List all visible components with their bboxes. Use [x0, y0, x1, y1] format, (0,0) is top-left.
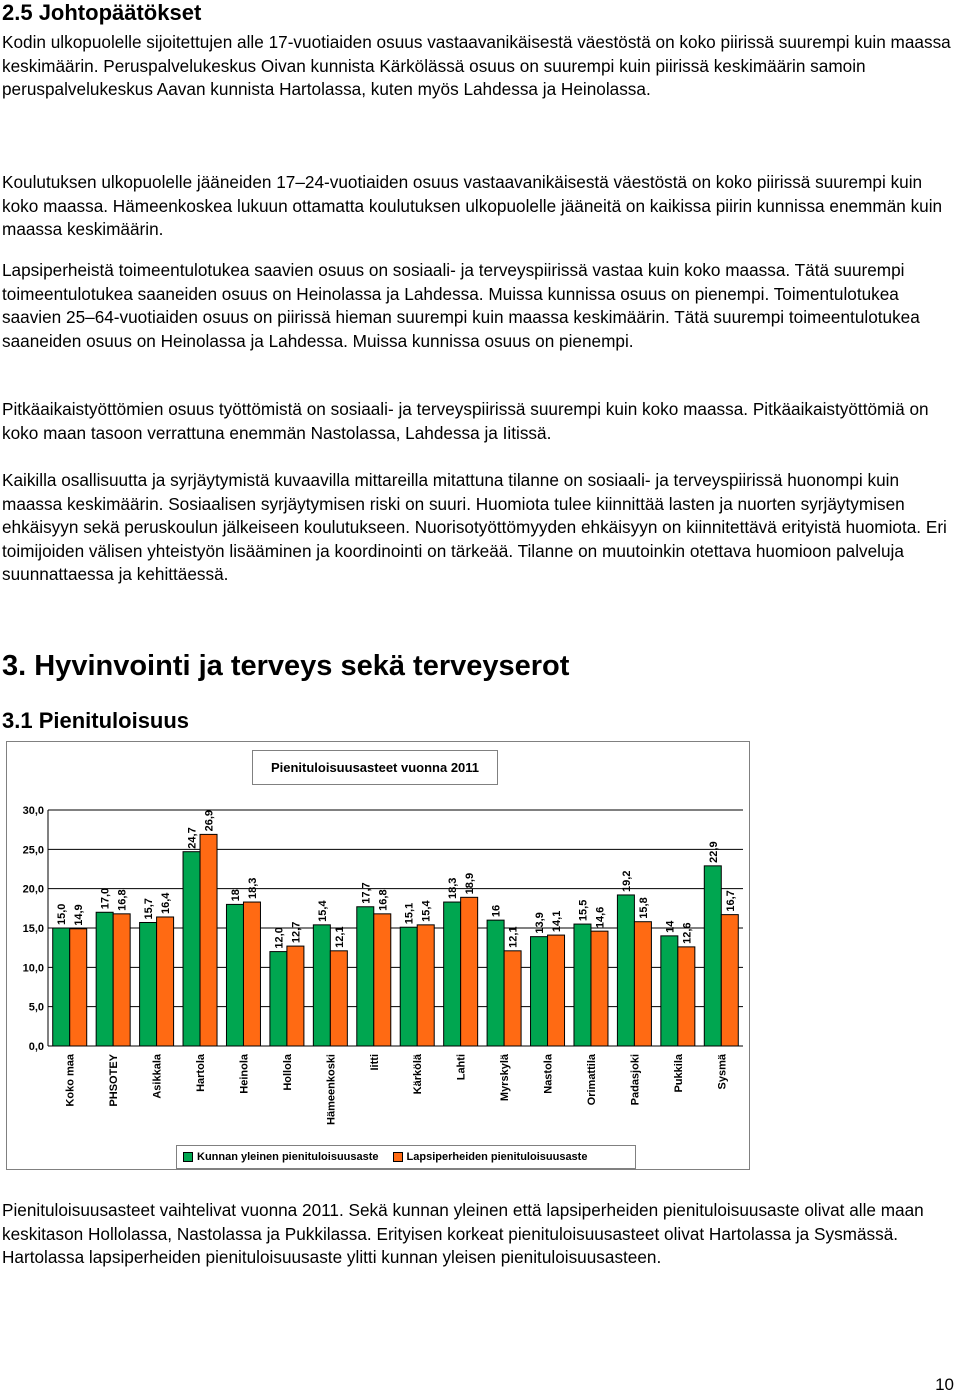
bar-general: [617, 895, 634, 1046]
category-label: Hämeenkoski: [325, 1054, 338, 1125]
category-label: Pukkila: [672, 1054, 685, 1093]
data-label: 15,4: [316, 900, 329, 922]
legend-label-families: Lapsiperheiden pienituloisuusaste: [406, 1151, 588, 1163]
bar-general: [704, 866, 721, 1046]
paragraph-exclusion: Kaikilla osallisuutta ja syrjäytymistä kuvaavilla mittareilla mitattuna tilanne on sosiaali- ja terveyspiirissä huonompi kuin maassa keskimäärin. Sosiaalisen syrjäytymisen riski on suuri. Huomiota tulee kiinnittää lasten ja nuorten syrjäytymisen ehkäisyyn sekä peruskoulun jälkeiseen koulutukseen. Nuorisotyöttömyyden ehkäisyyn on kiinnitettävä erityistä huomiota. Eri toimijoiden välisen yhteistyön lisääminen ja koordinointi on tärkeää. Tilanne on muutoinkin otettava huomioon palveluja suunnattaessa ja kehittäessä.: [2, 470, 947, 584]
bar-general: [574, 924, 591, 1046]
data-label: 12,1: [333, 926, 346, 948]
bar-general: [140, 922, 157, 1046]
bar-families: [243, 902, 260, 1046]
paragraph-conclusion: Pienituloisuusasteet vaihtelivat vuonna 2011. Sekä kunnan yleinen että lapsiperheiden pienituloisuusaste olivat alle maan keskitason Hollolassa, Nastolassa ja Pukkilassa. Erityisen korkeat pienituloisuusasteet olivat Hartolassa ja Sysmässä. Hartolassa lapsiperheiden pienituloisuusaste ylitti kunnan yleisen pienituloisuusasteen.: [2, 1200, 924, 1267]
data-label: 16,8: [377, 889, 390, 911]
category-label: Heinola: [238, 1054, 251, 1094]
data-label: 12,0: [273, 927, 286, 949]
bar-families: [200, 834, 217, 1046]
category-label: Kärkölä: [412, 1054, 425, 1095]
data-label: 12,1: [507, 926, 520, 948]
y-tick-label: 30,0: [22, 805, 44, 817]
bar-general: [53, 928, 70, 1046]
category-label: Iitti: [368, 1054, 381, 1071]
paragraph-placement: Kodin ulkopuolelle sijoitettujen alle 17-vuotiaiden osuus vastaavanikäisestä väestöstä on koko piirissä suurempi kuin maassa keskimäärin. Peruspalvelukeskus Oivan kunnista Kärkölässä osuus on suurempi kuin piirissä keskimäärin samoin peruspalvelukeskus Aavan kunnista Hartolassa, kuten myös Lahdessa ja Heinolassa.: [2, 32, 951, 99]
data-label: 13,9: [534, 912, 547, 934]
y-tick-label: 10,0: [22, 962, 44, 975]
data-label: 16: [490, 904, 503, 918]
data-label: 16,4: [160, 892, 173, 914]
data-label: 18,3: [246, 877, 259, 900]
bar-families: [634, 922, 651, 1046]
bar-families: [548, 935, 565, 1046]
category-label: PHSOTEY: [108, 1054, 121, 1107]
data-label: 16,7: [724, 890, 737, 912]
bar-general: [313, 925, 330, 1046]
category-label: Koko maa: [64, 1054, 77, 1107]
bar-general: [400, 927, 417, 1046]
data-label: 19,2: [620, 870, 633, 892]
section-heading: 2.5 Johtopäätökset: [2, 0, 202, 25]
category-label: Asikkala: [151, 1054, 164, 1099]
y-tick-label: 5,0: [28, 1001, 44, 1014]
category-label: Myrskylä: [499, 1054, 512, 1102]
legend-label-general: Kunnan yleinen pienituloisuusaste: [197, 1151, 379, 1163]
chart-title: Pienituloisuusasteet vuonna 2011: [252, 750, 498, 785]
data-label: 18: [229, 889, 242, 902]
legend-swatch-families: [393, 1152, 403, 1162]
paragraph-unemployment: Pitkäaikaistyöttömien osuus työttömistä on sosiaali- ja terveyspiirissä suurempi kuin koko maassa. Pitkäaikaistyöttömiä on koko maan tasoon verrattuna enemmän Nastolassa, Lahdessa ja Iitissä.: [2, 399, 929, 443]
data-label: 12,7: [290, 921, 303, 944]
bar-families: [113, 914, 130, 1046]
legend-swatch-general: [183, 1152, 193, 1162]
chart-legend: [176, 1145, 636, 1169]
bar-families: [504, 951, 521, 1046]
data-label: 15,0: [56, 903, 69, 925]
data-label: 14,9: [73, 904, 86, 926]
bar-general: [270, 952, 287, 1046]
bar-families: [591, 931, 608, 1046]
data-label: 14,1: [551, 910, 564, 933]
category-label: Hollola: [281, 1054, 294, 1091]
data-label: 14: [664, 920, 677, 933]
category-label: Nastola: [542, 1054, 555, 1094]
chapter-heading: 3. Hyvinvointi ja terveys sekä terveyserot: [2, 650, 570, 682]
data-label: 15,7: [143, 898, 156, 920]
data-label: 15,5: [577, 899, 590, 922]
bar-general: [661, 936, 678, 1046]
bar-families: [157, 917, 174, 1046]
subsection-heading: 3.1 Pienituloisuus: [2, 708, 190, 733]
data-label: 17,0: [99, 887, 112, 910]
category-label: Padasjoki: [629, 1054, 642, 1106]
bar-families: [417, 925, 434, 1046]
bar-general: [96, 912, 113, 1046]
bar-families: [374, 914, 391, 1046]
data-label: 15,8: [637, 897, 650, 919]
paragraph-education: Koulutuksen ulkopuolelle jääneiden 17–24-vuotiaiden osuus vastaavanikäisestä väestöstä on koko piirissä suurempi kuin koko maassa. Hämeenkoskea lukuun ottamatta koulutuksen ulkopuolelle jääneitä on kaikissa piirin kunnissa enemmän kuin maassa keskimäärin.: [2, 172, 943, 239]
bar-families: [678, 947, 695, 1046]
data-label: 12,6: [681, 922, 694, 944]
y-tick-label: 20,0: [22, 883, 44, 896]
bar-families: [721, 915, 738, 1046]
y-tick-label: 15,0: [22, 923, 44, 935]
bar-families: [70, 929, 87, 1046]
data-label: 14,6: [594, 906, 607, 929]
data-label: 15,1: [403, 902, 416, 925]
bar-general: [183, 852, 200, 1046]
bar-general: [531, 937, 548, 1046]
page-number: 10: [935, 1375, 954, 1394]
category-label: Lahti: [455, 1054, 468, 1081]
data-label: 17,7: [360, 882, 373, 904]
bar-general: [444, 902, 461, 1046]
bar-families: [461, 897, 478, 1046]
data-label: 26,9: [203, 809, 216, 832]
data-label: 16,8: [116, 889, 129, 911]
data-label: 22,9: [707, 841, 720, 863]
data-label: 18,9: [464, 872, 477, 895]
y-tick-label: 0,0: [28, 1041, 44, 1053]
data-label: 24,7: [186, 827, 199, 849]
category-label: Sysmä: [716, 1054, 729, 1090]
bar-general: [357, 907, 374, 1046]
legend-item-families: [393, 1151, 588, 1163]
category-label: Hartola: [195, 1054, 208, 1092]
bar-general: [226, 904, 243, 1046]
y-tick-label: 25,0: [22, 844, 44, 857]
bar-general: [487, 920, 504, 1046]
legend-item-general: [183, 1151, 379, 1163]
category-label: Orimattila: [585, 1054, 598, 1106]
bar-families: [287, 946, 304, 1046]
paragraph-income-support: Lapsiperheistä toimeentulotukea saavien osuus on sosiaali- ja terveyspiirissä vastaa kuin koko maassa. Tätä suurempi toimeentulotukea saaneiden osuus on Heinolassa ja Lahdessa. Muissa kunnissa osuus on pienempi. Toimentulotukea saavien 25–64-vuotiaiden osuus on piirissä hieman suurempi kuin maassa keskimäärin. Tätä suurempi toimeentulotukea saaneiden osuus on Heinolassa ja Lahdessa. Muissa kunnissa osuus on pienempi.: [2, 260, 920, 351]
data-label: 18,3: [447, 877, 460, 900]
bar-families: [330, 951, 347, 1046]
data-label: 15,4: [420, 900, 433, 922]
